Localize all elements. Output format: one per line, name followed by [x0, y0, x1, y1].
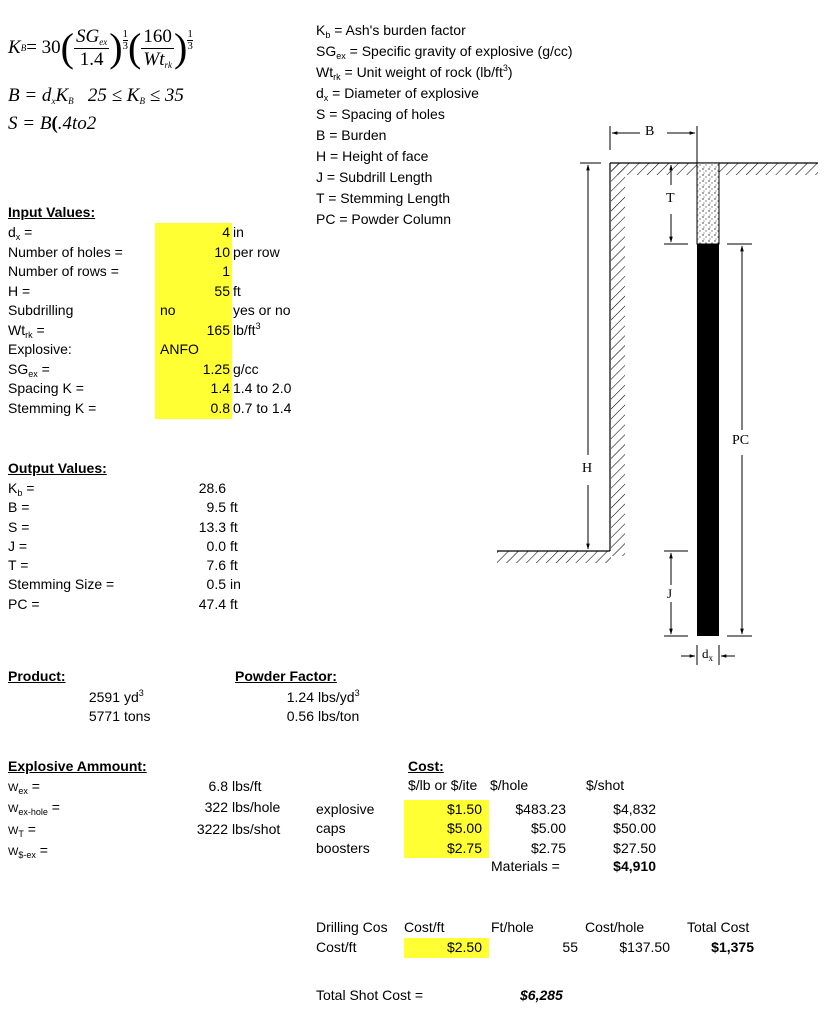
- explosive-input[interactable]: ANFO: [160, 341, 199, 357]
- output-row: B = 9.5 ft: [8, 499, 238, 516]
- product-heading: Product:: [8, 668, 66, 684]
- output-row: J = 0.0 ft: [8, 537, 238, 554]
- bench-floor: [497, 551, 611, 563]
- output-values-heading: Output Values:: [8, 460, 107, 476]
- output-row: PC = 47.4 ft: [8, 595, 238, 612]
- output-row: T = 7.6 ft: [8, 557, 238, 574]
- explosive-row: $W_T$ = 3222 lbs/shot: [8, 820, 281, 839]
- input-row-spacing-k: Spacing K = 1.4 1.4 to 2.0: [8, 379, 291, 399]
- boosters-price-input[interactable]: $2.75: [446, 839, 482, 856]
- product-table: 2591 $yd^3$ 5771 tons: [88, 688, 151, 724]
- cost-header-unit: $/lb or $/ite: [408, 777, 478, 793]
- input-row-explosive: Explosive: ANFO: [8, 340, 291, 360]
- formula-burden: $B = d_xK_B$ $25 \le K_B \le 35$: [8, 85, 184, 106]
- legend-item: $SG_{ex}$ = Specific gravity of explosive (g/cc): [316, 43, 573, 61]
- rows-input[interactable]: 1: [222, 263, 230, 279]
- materials-value: $4,910: [613, 858, 656, 874]
- drilling-row: Cost/ft $2.50 55 $137.50 $1,375: [316, 939, 754, 955]
- explosive-row: $W_{ex}$ = 6.8 lbs/ft: [8, 778, 262, 796]
- legend-item: $K_b = Ash's$ burden factor: [316, 22, 466, 40]
- formula-kb: K B = 30 ( $\frac{SG_{ex}}{1.4}$ ) 1 3 ( $\frac{160}{Wt_{rk}}$ ) 1 3: [8, 25, 193, 70]
- explosive-row: $W_{\$-ex}$ =: [8, 841, 48, 860]
- input-row-diameter: $d_x$ = 4 in: [8, 224, 244, 242]
- input-row-height: H = 55 ft: [8, 282, 291, 302]
- cost-row-caps: caps $5.00 $5.00 $50.00: [316, 819, 656, 838]
- cost-row-boosters: boosters $2.75 $2.75 $27.50: [316, 839, 656, 858]
- caps-price-input[interactable]: $5.00: [446, 820, 482, 837]
- explosive-amount-heading: Explosive Ammount:: [8, 758, 147, 774]
- bench-face: [610, 163, 625, 556]
- drilling-cost-input[interactable]: $2.50: [446, 939, 482, 955]
- output-row: Stemming Size = 0.5 in: [8, 576, 241, 593]
- label-j: J: [667, 586, 673, 601]
- input-row-subdrilling: Subdrilling no yes or no: [8, 301, 291, 321]
- label-h: H: [582, 461, 593, 476]
- cost-header-hole: $/hole: [490, 777, 529, 793]
- powder-column: [697, 244, 719, 636]
- explosive-price-input[interactable]: $1.50: [446, 801, 482, 817]
- height-input[interactable]: 55: [214, 282, 230, 299]
- total-shot-cost-label: Total Shot Cost =: [316, 987, 424, 1003]
- legend-item: J = Subdrill Length: [316, 169, 433, 185]
- input-values-heading: Input Values:: [8, 204, 96, 220]
- rock-weight-input[interactable]: 165: [206, 321, 230, 338]
- input-row-rows: Number of rows = 1: [8, 262, 291, 282]
- diameter-input[interactable]: 4: [222, 224, 230, 240]
- legend-item: T = Stemming Length: [316, 190, 450, 206]
- label-b: B: [645, 124, 655, 139]
- cost-header-shot: $/shot: [586, 777, 625, 793]
- holes-input[interactable]: 10: [214, 243, 230, 260]
- label-pc: PC: [732, 433, 750, 448]
- legend-item: B = Burden: [316, 127, 387, 143]
- subdrilling-input[interactable]: no: [160, 302, 176, 318]
- spacing-k-input[interactable]: 1.4: [210, 380, 230, 396]
- cost-heading: Cost:: [408, 758, 444, 774]
- total-shot-cost-value: $6,285: [520, 987, 563, 1003]
- stemming-k-input[interactable]: 0.8: [210, 399, 230, 416]
- legend-item: $d_x$ = Diameter of explosive: [316, 85, 479, 103]
- legend-item: $Wt_{rk}$ = Unit weight of rock $(lb/ft^3)$: [316, 63, 513, 82]
- label-dx: $d_x$: [702, 646, 713, 663]
- label-t: T: [666, 191, 675, 206]
- output-row: S = 13.3 ft: [8, 518, 238, 535]
- legend-item: H = Height of face: [316, 148, 429, 164]
- cost-row-explosive: explosive $1.50 $483.23 $4,832: [316, 800, 656, 819]
- input-row-rock-weight: $Wt_{rk}$ = 165 $lb/ft^3$: [8, 320, 261, 340]
- powder-factor-table: 1.24 lbs/$yd^3$ 0.56 lbs/ton: [286, 688, 360, 724]
- input-row-sg: $SG_{ex}$ = 1.25 g/cc: [8, 360, 259, 379]
- input-row-stemming-k: Stemming K = 0.8 0.7 to 1.4: [8, 399, 291, 419]
- input-row-holes: Number of holes = 10 per row: [8, 243, 291, 263]
- output-row: $K_b$ = 28.6: [8, 480, 226, 498]
- stemming: [697, 163, 719, 244]
- formula-spacing: S = B(.4to2: [8, 113, 97, 134]
- legend-item: S = Spacing of holes: [316, 106, 445, 122]
- height-dimension: [580, 163, 601, 549]
- legend-item: PC = Powder Column: [316, 211, 452, 227]
- drilling-header-row: Drilling Cos Cost/ft Ft/hole Cost/hole Total Cost: [316, 919, 750, 935]
- powder-factor-heading: Powder Factor:: [235, 668, 337, 684]
- explosive-row: $W_{ex-hole}$ = 322 lbs/hole: [8, 799, 281, 818]
- materials-label: Materials =: [491, 858, 560, 874]
- sg-input[interactable]: 1.25: [202, 360, 230, 377]
